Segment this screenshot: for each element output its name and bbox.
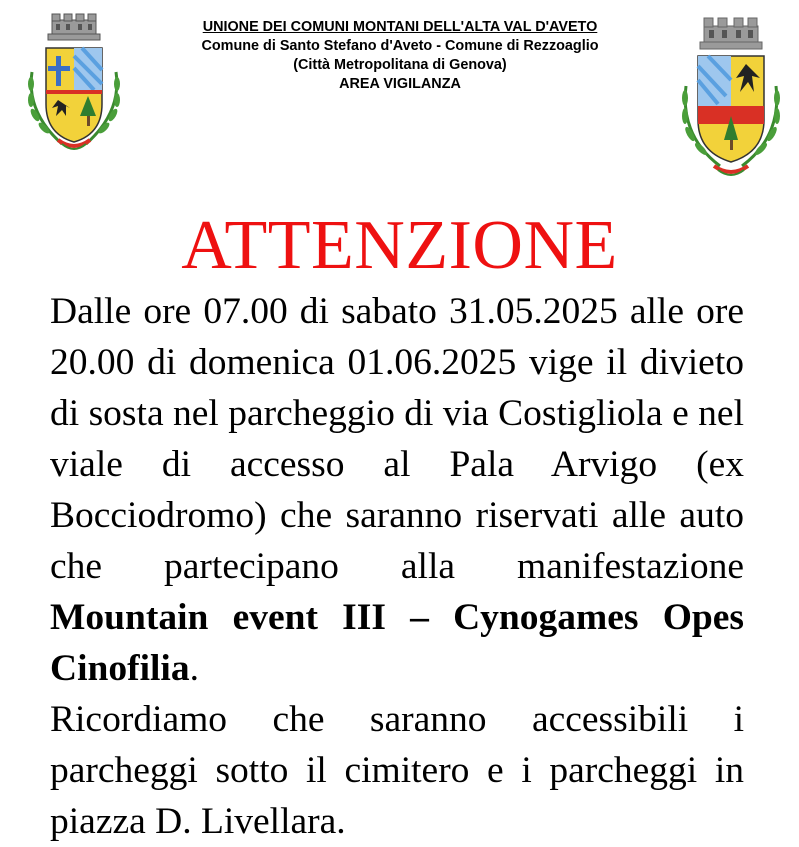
notice-body xyxy=(50,286,744,847)
left-coat-of-arms-icon xyxy=(22,12,126,157)
parking-ban-paragraph xyxy=(50,286,744,694)
event-name: Mountain event III – Cynogames Opes Cinofilia xyxy=(50,597,744,689)
letterhead xyxy=(130,18,670,94)
metropolitan-city: (Città Metropolitana di Genova) xyxy=(293,57,507,73)
municipalities: Comune di Santo Stefano d'Aveto - Comune di Rezzoaglio xyxy=(201,38,599,54)
union-name: UNIONE DEI COMUNI MONTANI DELL'ALTA VAL D'AVETO xyxy=(202,19,598,35)
parking-ban-text: Dalle ore 07.00 di sabato 31.05.2025 alle ore 20.00 di domenica 01.06.2025 vige il divieto di sosta nel parcheggio di via Costigliola e nel viale di accesso al Pala Arvigo (ex Bocciodromo) che saranno riservati alle auto che partecipano alla manifestazione xyxy=(50,291,744,587)
right-coat-of-arms-icon xyxy=(676,16,786,181)
department-name: AREA VIGILANZA xyxy=(339,76,461,92)
parking-ban-end: . xyxy=(189,648,199,689)
alternative-parking-paragraph: Ricordiamo che saranno accessibili i parcheggi sotto il cimitero e i parcheggi in piazza D. Livellara. xyxy=(50,699,744,842)
notice-title: ATTENZIONE xyxy=(181,207,618,284)
